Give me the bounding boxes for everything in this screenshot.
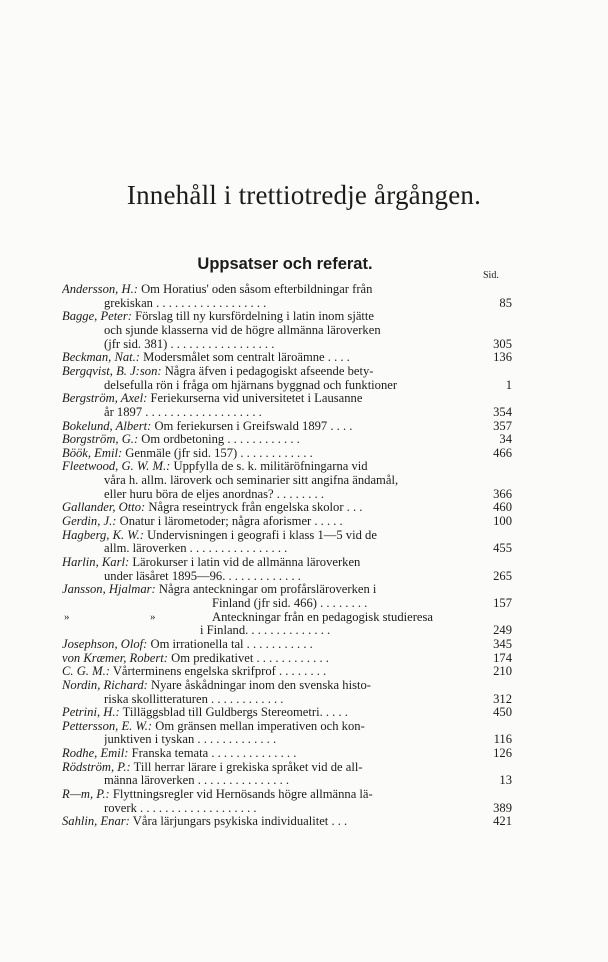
toc-entry-first-line	[62, 392, 478, 406]
ditto-mark: »	[64, 610, 70, 623]
page-number: 305	[493, 336, 512, 351]
author-name: R—m, P.:	[62, 788, 110, 802]
entry-title-text: junktiven i tyskan . . . . . . . . . . . . .	[104, 733, 277, 747]
author-name: Bagge, Peter:	[62, 310, 132, 324]
toc-entry-continuation-line	[104, 474, 478, 488]
toc-entry-continuation-line	[104, 379, 478, 393]
entry-title-text: Genmäle (jfr sid. 157) . . . . . . . . . . . .	[122, 446, 313, 460]
toc-entry-first-line	[62, 420, 478, 434]
entry-title-text: Feriekurserna vid universitetet i Lausanne	[147, 392, 363, 406]
page-number: 366	[493, 486, 512, 501]
toc-entry-first-line	[62, 638, 478, 652]
author-name: Jansson, Hjalmar:	[62, 583, 156, 597]
entry-title-text: delsefulla rön i fråga om hjärnans byggnad och funktioner	[104, 378, 398, 392]
page-number: 354	[493, 404, 512, 419]
toc-entry-first-line	[62, 283, 478, 297]
toc-entry-first-line	[62, 815, 478, 829]
toc-entry-continuation-line	[104, 297, 478, 311]
toc-entry-first-line	[62, 433, 478, 447]
author-name: Nordin, Richard:	[62, 678, 148, 692]
page-column-label: Sid.	[483, 270, 499, 281]
entry-title-text: år 1897 . . . . . . . . . . . . . . . . . . .	[104, 405, 262, 419]
toc-entry-first-line	[62, 665, 478, 679]
entry-title-text: Franska temata . . . . . . . . . . . . . .	[128, 747, 297, 761]
toc-entry-first-line	[62, 556, 478, 570]
entry-title-text: i Finland. . . . . . . . . . . . . .	[200, 624, 331, 638]
toc-entry-first-line	[62, 501, 478, 515]
entry-title-text: våra h. allm. läroverk och seminarier sitt angifna ändamål,	[104, 474, 399, 488]
toc-entry-first-line	[62, 761, 478, 775]
author-name: Bergqvist, B. J:son:	[62, 364, 162, 378]
toc-entry-first-line	[62, 679, 478, 693]
toc-entry-continuation-line	[104, 774, 478, 788]
entry-title-text: Till herrar lärare i grekiska språket vid de all-	[130, 760, 363, 774]
toc-entry-continuation-line	[104, 570, 478, 584]
toc-entry-first-line	[62, 365, 478, 379]
entry-title-text: Om feriekursen i Greifswald 1897 . . . .	[151, 419, 353, 433]
author-name: Andersson, H.:	[62, 283, 138, 296]
author-name: Beckman, Nat.:	[62, 351, 140, 365]
toc-entry-first-line	[62, 747, 478, 761]
toc-entry-continuation-line	[104, 542, 478, 556]
page-number: 126	[493, 746, 512, 761]
toc-entry-first-line	[62, 706, 478, 720]
entry-title-text: Förslag till ny kursfördelning i latin inom sjätte	[131, 310, 374, 324]
page-number: 249	[493, 623, 512, 638]
entry-title-text: roverk . . . . . . . . . . . . . . . . . . .	[104, 801, 257, 815]
author-name: Bokelund, Albert:	[62, 419, 152, 433]
author-name: Pettersson, E. W.:	[62, 719, 153, 733]
page-number: 34	[499, 432, 512, 447]
toc-entry-first-line	[62, 460, 478, 474]
entry-title-text: Några äfven i pedagogiskt afseende bety-	[161, 364, 374, 378]
entry-title-text: Om predikativet . . . . . . . . . . . .	[168, 651, 329, 665]
toc-entry-first-line	[62, 583, 478, 597]
toc-entry-first-line	[62, 447, 478, 461]
page-number: 13	[499, 773, 512, 788]
toc-entry-first-line	[212, 611, 478, 625]
entry-title-text: allm. läroverken . . . . . . . . . . . . . . . .	[104, 542, 288, 556]
page-number: 157	[493, 595, 512, 610]
entry-title-text: Anteckningar från en pedagogisk studieresa	[212, 610, 434, 624]
author-name: Sahlin, Enar:	[62, 815, 130, 829]
entry-title-text: Vårterminens engelska skrifprof . . . . . . . .	[109, 665, 327, 679]
entry-title-text: Några reseintryck från engelska skolor . . .	[145, 501, 363, 515]
entry-title-text: männa läroverken . . . . . . . . . . . . . . .	[104, 774, 290, 788]
toc-entry-first-line	[62, 720, 478, 734]
author-name: Fleetwood, G. W. M.:	[62, 460, 171, 474]
entry-title-text: Om irrationella tal . . . . . . . . . . .	[147, 637, 313, 651]
entry-title-text: Nyare åskådningar inom den svenska histo-	[147, 678, 371, 692]
page-title: Innehåll i trettiotredje årgången.	[126, 180, 482, 210]
author-name: Gallander, Otto:	[62, 501, 146, 515]
entry-title-text: Om gränsen mellan imperativen och kon-	[152, 719, 365, 733]
author-name: Rödström, P.:	[62, 760, 131, 774]
entry-title-text: Undervisningen i geografi i klass 1—5 vid de	[143, 528, 377, 542]
entry-title-text: Tilläggsblad till Guldbergs Stereometri. . . . .	[119, 706, 348, 720]
author-name: C. G. M.:	[62, 665, 110, 679]
section-title: Uppsatser och referat.	[197, 255, 373, 273]
page-number: 210	[493, 664, 512, 679]
toc-entry-first-line	[62, 529, 478, 543]
page-number: 100	[493, 514, 512, 529]
entry-title-text: Om Horatius' oden såsom efterbildningar från	[137, 283, 373, 296]
toc-entry-continuation-line	[104, 488, 478, 502]
author-name: Borgström, G.:	[62, 433, 139, 447]
toc-entry-first-line	[62, 788, 478, 802]
entry-title-text: Några anteckningar om profårsläroverken i	[155, 583, 377, 597]
toc-entry-continuation-line	[104, 802, 478, 816]
entry-title-text: Onatur i lärometoder; några aforismer . . . . .	[116, 515, 343, 529]
author-name: Harlin, Karl:	[62, 556, 130, 569]
author-name: Petrini, H.:	[62, 706, 120, 720]
entry-title-text: Våra lärjungars psykiska individualitet . . .	[129, 815, 348, 829]
toc-entry-first-line	[62, 351, 478, 365]
author-name: Böök, Emil:	[62, 446, 123, 460]
entry-title-text: eller huru böra de eljes anordnas? . . . . . . . .	[104, 487, 324, 501]
page-number: 466	[493, 445, 512, 460]
toc-entry-continuation-line	[104, 324, 478, 338]
toc-entry-continuation-line	[200, 624, 478, 638]
entry-title-text: (jfr sid. 381) . . . . . . . . . . . . . . . . .	[104, 337, 275, 351]
toc-entry-continuation-line	[212, 597, 478, 611]
page-number: 85	[499, 295, 512, 310]
entry-title-text: Finland (jfr sid. 466) . . . . . . . .	[212, 596, 368, 610]
entry-title-text: grekiskan . . . . . . . . . . . . . . . . . .	[104, 296, 267, 310]
toc-entry-first-line	[62, 310, 478, 324]
page-number: 389	[493, 800, 512, 815]
entry-title-text: Om ordbetoning . . . . . . . . . . . .	[138, 433, 300, 447]
page-number: 136	[493, 350, 512, 365]
author-name: Josephson, Olof:	[62, 637, 148, 651]
author-name: Bergström, Axel:	[62, 392, 148, 406]
page-number: 455	[493, 541, 512, 556]
toc-entry-continuation-line	[104, 733, 478, 747]
entry-title-text: Modersmålet som centralt läroämne . . . .	[140, 351, 350, 365]
page-number: 312	[493, 691, 512, 706]
page-number: 450	[493, 705, 512, 720]
page-number: 265	[493, 568, 512, 583]
ditto-mark: »	[150, 610, 156, 623]
page-number: 357	[493, 418, 512, 433]
toc-entry-continuation-line	[104, 338, 478, 352]
entry-title-text: under läsåret 1895—96. . . . . . . . . . . . .	[104, 569, 301, 583]
author-name: Gerdin, J.:	[62, 515, 117, 529]
author-name: Rodhe, Emil:	[62, 747, 129, 761]
page-number: 174	[493, 650, 512, 665]
page-number: 345	[493, 636, 512, 651]
entry-title-text: Flyttningsregler vid Hernösands högre allmänna lä-	[109, 788, 373, 802]
entry-title-text: riska skollitteraturen . . . . . . . . . . . .	[104, 692, 284, 706]
page-number: 116	[493, 732, 512, 747]
toc-entry-continuation-line	[104, 406, 478, 420]
entry-title-text: och sjunde klasserna vid de högre allmänna läroverken	[104, 323, 381, 337]
toc-entry-first-line	[62, 515, 478, 529]
author-name: Hagberg, K. W.:	[62, 528, 144, 542]
page-number: 1	[505, 377, 512, 392]
author-name: von Kræmer, Robert:	[62, 651, 168, 665]
entry-title-text: Uppfylla de s. k. militäröfningarna vid	[170, 460, 368, 474]
page-number: 421	[493, 814, 512, 829]
toc-entry-continuation-line	[104, 693, 478, 707]
toc-entry-first-line	[62, 652, 478, 666]
entry-title-text: Lärokurser i latin vid de allmänna läroverken	[129, 556, 361, 569]
page-number: 460	[493, 500, 512, 515]
